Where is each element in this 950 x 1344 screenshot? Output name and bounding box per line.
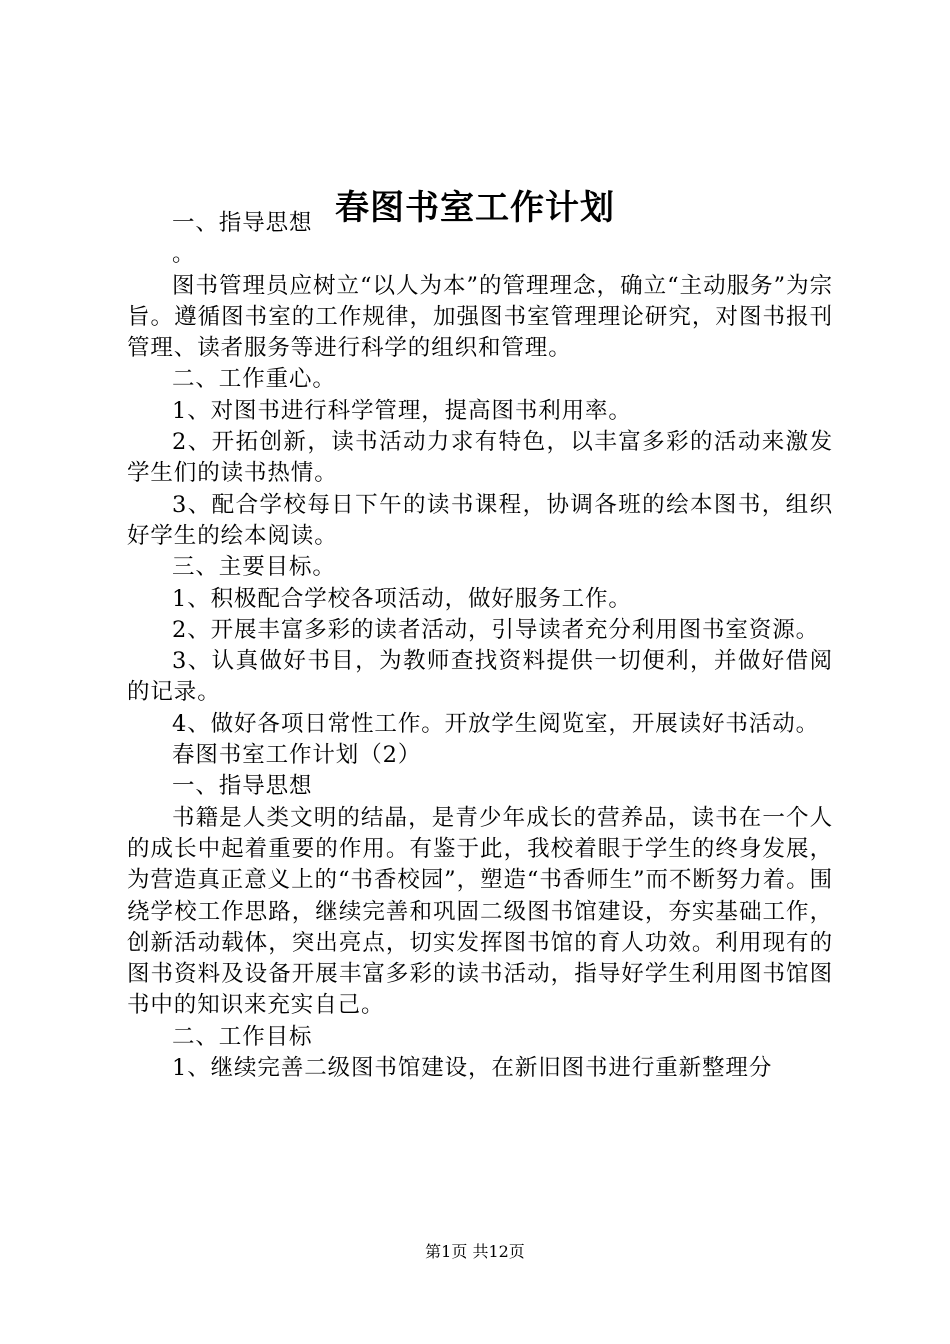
heading-work-focus: 二、工作重心。 bbox=[172, 366, 336, 393]
section-title-plan-2: 春图书室工作计划（2） bbox=[172, 742, 422, 769]
heading-main-goals: 三、主要目标。 bbox=[172, 554, 336, 581]
heading-work-goals: 二、工作目标 bbox=[172, 1023, 313, 1050]
document-body bbox=[127, 208, 833, 1084]
list-item-goal-1: 1、积极配合学校各项活动，做好服务工作。 bbox=[172, 585, 632, 612]
heading-guiding-thought-2: 一、指导思想 bbox=[172, 773, 313, 800]
paragraph-management-concept: 图书管理员应树立“以人为本”的管理理念，确立“主动服务”为宗旨。遵循图书室的工作规律，加强图书室管理理论研究，对图书报刊管理、读者服务等进行科学的组织和管理。 bbox=[127, 272, 833, 362]
document-title: 春图书室工作计划 bbox=[335, 188, 615, 228]
paragraph-books-value: 书籍是人类文明的结晶，是青少年成长的营养品，读书在一个人的成长中起着重要的作用。有鉴于此，我校着眼于学生的终身发展，为营造真正意义上的“书香校园”，塑造“书香师生”而不断努力着。围绕学校工作思路，继续完善和巩固二级图书馆建设，夯实基础工作，创新活动载体，突出亮点，切实发挥图书馆的育人功效。利用现有的图书资料及设备开展丰富多彩的读书活动，指导好学生利用图书馆图书中的知识来充实自己。 bbox=[127, 804, 833, 1019]
list-item-goal-2: 2、开展丰富多彩的读者活动，引导读者充分利用图书室资源。 bbox=[172, 616, 820, 643]
page-number-footer: 第1页 共12页 bbox=[425, 1242, 525, 1261]
heading-guiding-thought: 一、指导思想 bbox=[172, 210, 313, 236]
list-item-focus-2: 2、开拓创新，读书活动力求有特色，以丰富多彩的活动来激发学生们的读书热情。 bbox=[127, 429, 833, 487]
paragraph-period: 。 bbox=[172, 241, 196, 268]
list-item-focus-1: 1、对图书进行科学管理，提高图书利用率。 bbox=[172, 397, 632, 424]
list-item-goal-3: 3、认真做好书目，为教师查找资料提供一切便利，并做好借阅的记录。 bbox=[127, 648, 833, 706]
list-item-focus-3: 3、配合学校每日下午的读书课程，协调各班的绘本图书，组织好学生的绘本阅读。 bbox=[127, 491, 833, 549]
list-item-goal-4: 4、做好各项日常性工作。开放学生阅览室，开展读好书活动。 bbox=[172, 710, 820, 737]
list-item-work-goal-1: 1、继续完善二级图书馆建设，在新旧图书进行重新整理分 bbox=[172, 1055, 773, 1082]
